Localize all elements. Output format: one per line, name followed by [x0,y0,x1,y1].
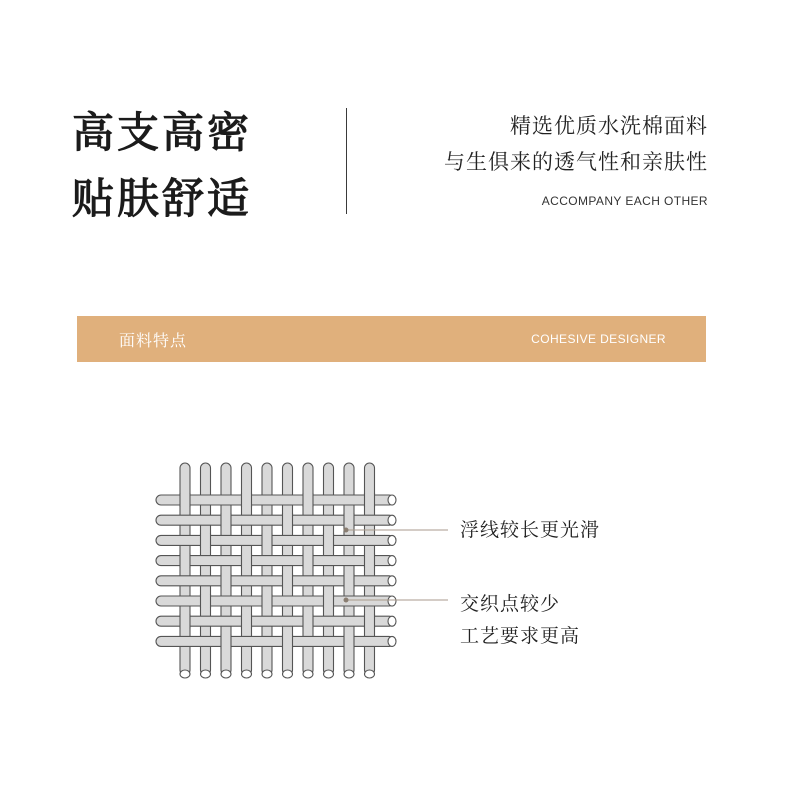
warp-over-crossing [303,494,313,507]
warp-over-crossing [344,574,354,587]
warp-over-crossing [242,554,252,567]
callout-2-line-2: 工艺要求更高 [460,625,581,647]
warp-thread-end [283,670,293,678]
weft-thread [156,596,394,606]
headline-line-2: 贴肤舒适 [72,174,253,223]
warp-thread-end [344,670,354,678]
weft-thread [156,556,394,566]
warp-over-crossing [180,615,190,628]
warp-over-crossing [221,574,231,587]
weft-thread-end [388,596,396,606]
warp-over-crossing [324,595,334,608]
callout-interlacing [460,588,580,652]
headline [72,100,252,232]
weft-thread [156,535,394,545]
callout-2-line-1: 交织点较少 [460,593,561,615]
weft-thread-end [388,495,396,505]
warp-thread-end [221,670,231,678]
warp-over-crossing [283,635,293,648]
banner-english: COHESIVE DESIGNER [531,332,666,346]
headline-line-1: 高支高密 [72,108,253,157]
weft-thread [156,576,394,586]
warp-over-crossing [344,635,354,648]
weave-threads [156,463,396,678]
weft-thread-end [388,515,396,525]
warp-thread-end [262,670,272,678]
warp-over-crossing [262,595,272,608]
callout-floating-threads [460,514,600,546]
weft-thread [156,616,394,626]
subcopy-line-1: 精选优质水洗棉面料 [510,114,708,138]
vertical-divider [346,108,347,214]
weft-thread [156,636,394,646]
warp-thread-end [324,670,334,678]
warp-over-crossing [365,494,375,507]
warp-over-crossing [242,615,252,628]
warp-thread-end [303,670,313,678]
weft-thread [156,515,394,525]
warp-over-crossing [365,554,375,567]
warp-over-crossing [180,554,190,567]
subcopy-line-2: 与生俱来的透气性和亲肤性 [444,150,708,174]
warp-over-crossing [262,534,272,547]
warp-over-crossing [221,514,231,527]
subcopy-english: ACCOMPANY EACH OTHER [541,194,708,208]
warp-over-crossing [324,534,334,547]
weft-thread-end [388,556,396,566]
warp-thread-end [242,670,252,678]
warp-thread-end [180,670,190,678]
warp-over-crossing [180,494,190,507]
banner-title: 面料特点 [119,331,188,350]
warp-over-crossing [201,534,211,547]
callout-1-text: 浮线较长更光滑 [460,519,601,541]
subcopy [444,108,708,208]
weft-thread [156,495,394,505]
warp-over-crossing [365,615,375,628]
warp-over-crossing [303,554,313,567]
warp-over-crossing [344,514,354,527]
warp-over-crossing [242,494,252,507]
fabric-weave-illustration [150,455,450,685]
warp-over-crossing [283,514,293,527]
leader-dot-2 [344,598,349,603]
warp-over-crossing [201,595,211,608]
warp-over-crossing [303,615,313,628]
weft-thread-end [388,616,396,626]
weft-thread-end [388,636,396,646]
weft-thread-end [388,576,396,586]
warp-over-crossing [283,574,293,587]
leader-dot-1 [344,528,349,533]
warp-over-crossing [221,635,231,648]
feature-banner [77,316,706,362]
warp-thread-end [201,670,211,678]
warp-thread-end [365,670,375,678]
weft-thread-end [388,535,396,545]
